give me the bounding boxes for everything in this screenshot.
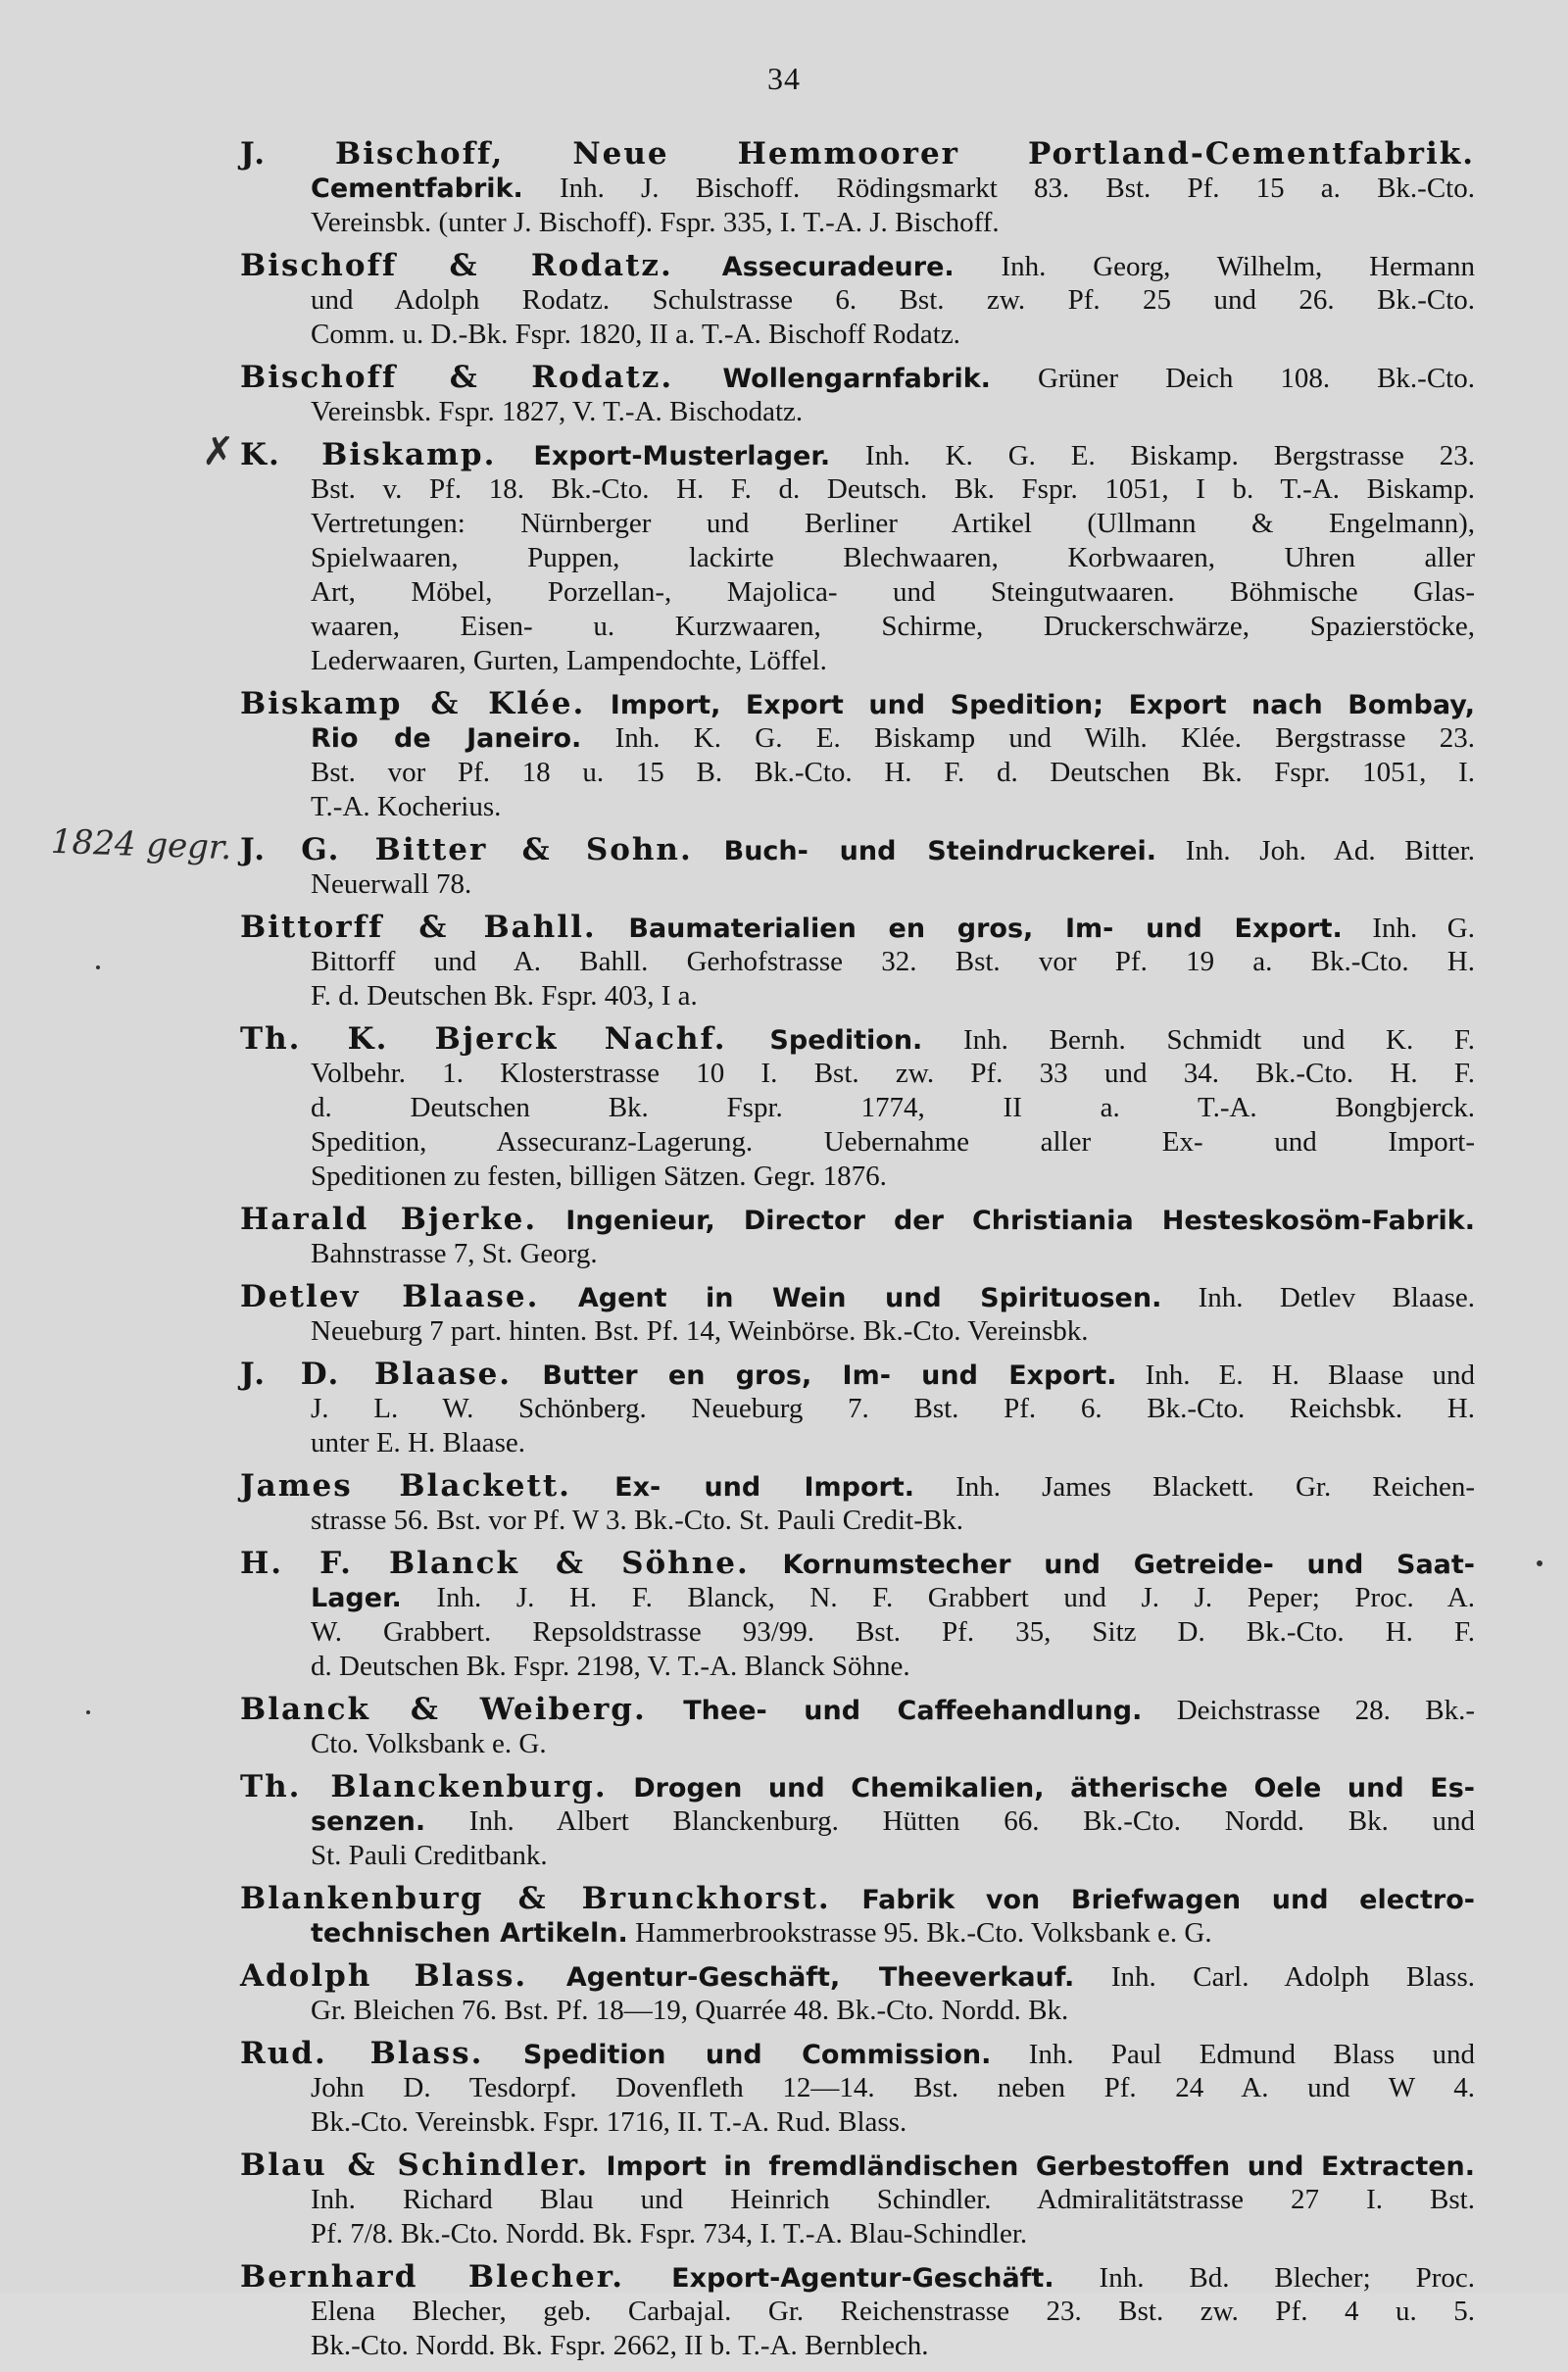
directory-entry bbox=[240, 248, 1475, 352]
business-type: Cementfabrik. bbox=[311, 173, 523, 204]
entry-heading-line bbox=[240, 1358, 1475, 1392]
business-type: Import, Export und Spedition; Export nach Bombay, bbox=[585, 690, 1475, 720]
entry-text: Inh. James Blackett. Gr. Reichen- bbox=[914, 1471, 1475, 1503]
firm-name: Blanck & Weiberg. bbox=[240, 1692, 647, 1727]
firm-name: Bischoff & Rodatz. bbox=[240, 360, 674, 395]
business-type: Thee- und Caffeehandlung. bbox=[646, 1696, 1143, 1726]
entry-text: Inh. Georg, Wilhelm, Hermann bbox=[954, 251, 1475, 282]
entry-text: Inh. K. G. E. Biskamp. Bergstrasse 23. bbox=[830, 440, 1475, 471]
firm-name: J. D. Blaase. bbox=[240, 1357, 513, 1392]
firm-name: Bischoff & Rodatz. bbox=[240, 248, 673, 283]
business-type: Buch- und Steindruckerei. bbox=[692, 836, 1156, 866]
entry-detail-line bbox=[250, 206, 1475, 240]
directory-entry bbox=[240, 1769, 1475, 1873]
entry-text: Inh. Carl. Adolph Blass. bbox=[1074, 1961, 1475, 1993]
entry-detail-line bbox=[250, 575, 1475, 610]
entry-text: Vereinsbk. (unter J. Bischoff). Fspr. 335, I. T.-A. J. Bischoff. bbox=[311, 207, 1000, 238]
entry-detail-line bbox=[250, 2217, 1475, 2251]
entry-heading-line bbox=[240, 2260, 1475, 2295]
entry-text: Neueburg 7 part. hinten. Bst. Pf. 14, Weinbörse. Bk.-Cto. Vereinsbk. bbox=[311, 1315, 1089, 1347]
directory-entry bbox=[240, 686, 1476, 824]
business-type: Rio de Janeiro. bbox=[311, 723, 582, 754]
entry-detail-line bbox=[250, 945, 1475, 979]
business-type: Wollengarnfabrik. bbox=[673, 364, 991, 394]
entry-text: Lederwaaren, Gurten, Lampendochte, Löffel. bbox=[311, 645, 827, 676]
handwritten-margin-note: 1824 gegr. bbox=[50, 821, 232, 868]
entry-detail-line bbox=[250, 790, 1475, 824]
entry-detail-line bbox=[250, 1237, 1475, 1271]
entry-detail-line bbox=[250, 610, 1475, 644]
entry-detail-line bbox=[250, 2329, 1475, 2363]
entry-text: Inh. Bd. Blecher; Proc. bbox=[1054, 2262, 1475, 2294]
entry-detail-line bbox=[250, 1426, 1475, 1460]
entry-text: Inh. J. H. F. Blanck, N. F. Grabbert und J. J. Peper; Proc. A. bbox=[401, 1582, 1475, 1613]
paper-speck bbox=[1537, 1560, 1543, 1566]
business-type: Agentur-Geschäft, Theeverkauf. bbox=[527, 1962, 1075, 1993]
entry-detail-line bbox=[250, 1804, 1475, 1839]
entry-text: Inh. Detlev Blaase. bbox=[1161, 1282, 1475, 1313]
entry-heading-line bbox=[240, 1280, 1475, 1314]
entry-detail-line bbox=[250, 2295, 1475, 2329]
entry-text: d. Deutschen Bk. Fspr. 2198, V. T.-A. Blanck Söhne. bbox=[311, 1651, 910, 1682]
entry-text: Spielwaaren, Puppen, lackirte Blechwaaren, Korbwaaren, Uhren aller bbox=[311, 542, 1475, 573]
entry-detail-line bbox=[250, 756, 1475, 790]
business-type: Butter en gros, Im- und Export. bbox=[512, 1360, 1117, 1391]
firm-name: Biskamp & Klée. bbox=[240, 686, 586, 721]
entry-detail-line bbox=[250, 1314, 1475, 1349]
entry-detail-line bbox=[250, 172, 1475, 206]
entry-detail-line bbox=[250, 1091, 1475, 1125]
entry-detail-line bbox=[250, 1392, 1475, 1426]
directory-entries bbox=[240, 136, 1476, 2372]
entry-heading-line bbox=[240, 1770, 1475, 1804]
entry-heading-line bbox=[240, 1469, 1475, 1504]
entry-detail-line bbox=[250, 1727, 1475, 1761]
entry-text: Elena Blecher, geb. Carbajal. Gr. Reichenstrasse 23. Bst. zw. Pf. 4 u. 5. bbox=[311, 2296, 1475, 2327]
entry-text: Bst. vor Pf. 18 u. 15 B. Bk.-Cto. H. F. d. Deutschen Bk. Fspr. 1051, I. bbox=[311, 757, 1475, 788]
entry-text: Inh. Albert Blanckenburg. Hütten 66. Bk.-Cto. Nordd. Bk. und bbox=[425, 1805, 1475, 1837]
entry-text: T.-A. Kocherius. bbox=[311, 791, 502, 822]
entry-detail-line bbox=[250, 1160, 1475, 1194]
business-type: Spedition. bbox=[726, 1025, 923, 1056]
directory-entry bbox=[240, 2148, 1476, 2251]
entry-text: Bk.-Cto. Nordd. Bk. Fspr. 2662, II b. T.-A. Bernblech. bbox=[311, 2330, 929, 2361]
firm-name: James Blackett. bbox=[240, 1468, 571, 1504]
firm-name: J. Bischoff, Neue Hemmoorer Portland-Cementfabrik. bbox=[240, 136, 1475, 172]
entry-heading-line bbox=[240, 249, 1475, 283]
business-type: Import in fremdländischen Gerbestoffen und Extracten. bbox=[589, 2151, 1476, 2182]
entry-text: waaren, Eisen- u. Kurzwaaren, Schirme, Druckerschwärze, Spazierstöcke, bbox=[311, 611, 1475, 642]
entry-text: Gr. Bleichen 76. Bst. Pf. 18—19, Quarrée 48. Bk.-Cto. Nordd. Bk. bbox=[311, 1995, 1069, 2026]
directory-entry bbox=[240, 1279, 1475, 1349]
entry-heading-line bbox=[240, 911, 1475, 945]
business-type: Assecuradeure. bbox=[672, 252, 955, 282]
page-number: 34 bbox=[767, 61, 801, 96]
entry-detail-line bbox=[250, 541, 1475, 575]
directory-entry bbox=[240, 832, 1476, 902]
directory-entry bbox=[240, 1357, 1475, 1460]
business-type: senzen. bbox=[311, 1806, 426, 1837]
firm-name: Harald Bjerke. bbox=[240, 1202, 538, 1237]
entry-detail-line bbox=[250, 1125, 1475, 1160]
firm-name: Blau & Schindler. bbox=[240, 2148, 590, 2183]
entry-heading-line bbox=[240, 1022, 1475, 1057]
entry-text: d. Deutschen Bk. Fspr. 1774, II a. T.-A. Bongbjerck. bbox=[311, 1092, 1475, 1123]
entry-detail-line bbox=[250, 644, 1475, 678]
entry-detail-line bbox=[250, 395, 1475, 429]
entry-detail-line bbox=[250, 1839, 1475, 1873]
entry-text: Volbehr. 1. Klosterstrasse 10 I. Bst. zw. Pf. 33 und 34. Bk.-Cto. H. F. bbox=[311, 1058, 1475, 1089]
entry-text: Inh. J. Bischoff. Rödingsmarkt 83. Bst. Pf. 15 a. Bk.-Cto. bbox=[522, 173, 1475, 204]
entry-text: Bst. v. Pf. 18. Bk.-Cto. H. F. d. Deutsch. Bk. Fspr. 1051, I b. T.-A. Biskamp. bbox=[311, 473, 1475, 505]
entry-text: Grüner Deich 108. Bk.-Cto. bbox=[990, 363, 1475, 394]
entry-text: Bahnstrasse 7, St. Georg. bbox=[311, 1238, 598, 1269]
business-type: Ex- und Import. bbox=[570, 1472, 914, 1503]
firm-name: K. Biskamp. bbox=[240, 437, 497, 472]
firm-name: Bernhard Blecher. bbox=[240, 2259, 625, 2295]
business-type: Kornumstecher und Getreide- und Saat- bbox=[749, 1550, 1475, 1580]
entry-text: Inh. G. bbox=[1342, 913, 1475, 944]
entry-text: und Adolph Rodatz. Schulstrasse 6. Bst. zw. Pf. 25 und 26. Bk.-Cto. bbox=[311, 284, 1475, 316]
firm-name: Th. Blanckenburg. bbox=[240, 1769, 608, 1804]
business-type: Spedition und Commission. bbox=[483, 2040, 992, 2070]
directory-entry bbox=[240, 1881, 1476, 1951]
directory-entry bbox=[240, 437, 1475, 678]
business-type: Export-Musterlager. bbox=[496, 441, 831, 471]
entry-detail-line bbox=[250, 721, 1475, 756]
entry-detail-line bbox=[250, 2105, 1475, 2140]
entry-text: Neuerwall 78. bbox=[311, 868, 472, 900]
entry-detail-line bbox=[250, 472, 1475, 507]
entry-detail-line bbox=[250, 2071, 1475, 2105]
entry-heading-line bbox=[240, 438, 1475, 472]
entry-text: Deichstrasse 28. Bk.- bbox=[1142, 1695, 1475, 1726]
entry-detail-line bbox=[250, 1504, 1475, 1538]
firm-name: Detlev Blaase. bbox=[240, 1279, 540, 1314]
margin-cross-mark: ✗ bbox=[202, 429, 235, 474]
entry-text: Comm. u. D.-Bk. Fspr. 1820, II a. T.-A. Bischoff Rodatz. bbox=[311, 319, 960, 350]
entry-heading-line bbox=[240, 2037, 1475, 2071]
entry-heading-line bbox=[240, 1203, 1475, 1237]
paper-speck bbox=[86, 1710, 90, 1714]
entry-text: Inh. K. G. E. Biskamp und Wilh. Klée. Bergstrasse 23. bbox=[581, 722, 1476, 754]
directory-entry bbox=[240, 1546, 1475, 1684]
entry-text: Inh. Joh. Ad. Bitter. bbox=[1156, 835, 1476, 866]
entry-text: Art, Möbel, Porzellan-, Majolica- und Steingutwaaren. Böhmische Glas- bbox=[311, 576, 1475, 608]
directory-entry bbox=[240, 1692, 1475, 1761]
entry-text: Pf. 7/8. Bk.-Cto. Nordd. Bk. Fspr. 734, I. T.-A. Blau-Schindler. bbox=[311, 2218, 1028, 2249]
entry-detail-line bbox=[250, 2183, 1475, 2217]
entry-detail-line bbox=[250, 507, 1475, 541]
directory-entry bbox=[240, 1958, 1475, 2028]
entry-detail-line bbox=[250, 1057, 1475, 1091]
entry-text: Spedition, Assecuranz-Lagerung. Uebernahme aller Ex- und Import- bbox=[311, 1126, 1475, 1158]
entry-detail-line bbox=[250, 979, 1475, 1013]
directory-entry bbox=[240, 360, 1475, 429]
entry-text: J. L. W. Schönberg. Neueburg 7. Bst. Pf. 6. Bk.-Cto. Reichsbk. H. bbox=[311, 1393, 1475, 1424]
entry-text: Vertretungen: Nürnberger und Berliner Artikel (Ullmann & Engelmann), bbox=[311, 508, 1475, 539]
entry-text: Inh. Richard Blau und Heinrich Schindler. Admiralitätstrasse 27 I. Bst. bbox=[311, 2184, 1475, 2215]
entry-text: F. d. Deutschen Bk. Fspr. 403, I a. bbox=[311, 980, 698, 1012]
entry-text: John D. Tesdorpf. Dovenfleth 12—14. Bst. neben Pf. 24 A. und W 4. bbox=[311, 2072, 1475, 2103]
directory-entry bbox=[240, 2259, 1475, 2363]
directory-entry bbox=[240, 2036, 1475, 2140]
entry-detail-line bbox=[250, 1994, 1475, 2028]
entry-heading-line bbox=[240, 1882, 1475, 1916]
directory-entry bbox=[240, 1468, 1475, 1538]
firm-name: H. F. Blanck & Söhne. bbox=[240, 1546, 750, 1581]
business-type: Fabrik von Briefwagen und electro- bbox=[830, 1885, 1476, 1915]
entry-text: Inh. Bernh. Schmidt und K. F. bbox=[922, 1024, 1475, 1056]
entry-heading-line bbox=[240, 2149, 1475, 2183]
firm-name: Th. K. Bjerck Nachf. bbox=[240, 1021, 727, 1057]
directory-entry bbox=[240, 136, 1475, 240]
entry-text: Bittorff und A. Bahll. Gerhofstrasse 32. Bst. vor Pf. 19 a. Bk.-Cto. H. bbox=[311, 946, 1475, 977]
entry-detail-line bbox=[250, 1615, 1475, 1650]
firm-name: Adolph Blass. bbox=[240, 1958, 528, 1994]
entry-detail-line bbox=[250, 1650, 1475, 1684]
firm-name: J. G. Bitter & Sohn. bbox=[240, 832, 693, 867]
directory-entry bbox=[240, 1021, 1475, 1194]
business-type: Export-Agentur-Geschäft. bbox=[624, 2263, 1054, 2294]
business-type: Agent in Wein und Spirituosen. bbox=[539, 1283, 1162, 1313]
entry-text: strasse 56. Bst. vor Pf. W 3. Bk.-Cto. St. Pauli Credit-Bk. bbox=[311, 1505, 963, 1536]
entry-text: Hammerbrookstrasse 95. Bk.-Cto. Volksbank e. G. bbox=[627, 1917, 1212, 1949]
business-type: Lager. bbox=[311, 1583, 402, 1613]
business-type: Baumaterialien en gros, Im- und Export. bbox=[596, 914, 1343, 944]
entry-text: Bk.-Cto. Vereinsbk. Fspr. 1716, II. T.-A. Rud. Blass. bbox=[311, 2106, 907, 2138]
entry-text: unter E. H. Blaase. bbox=[311, 1427, 526, 1458]
entry-heading-line bbox=[240, 1959, 1475, 1994]
entry-heading-line bbox=[240, 833, 1475, 867]
firm-name: Blankenburg & Brunckhorst. bbox=[240, 1881, 831, 1916]
entry-heading-line bbox=[240, 361, 1475, 395]
entry-text: Vereinsbk. Fspr. 1827, V. T.-A. Bischodatz. bbox=[311, 396, 804, 427]
entry-detail-line bbox=[250, 283, 1475, 318]
entry-heading-line bbox=[240, 1547, 1475, 1581]
entry-detail-line bbox=[250, 1581, 1475, 1615]
entry-detail-line bbox=[250, 318, 1475, 352]
entry-text: St. Pauli Creditbank. bbox=[311, 1840, 548, 1871]
firm-name: Rud. Blass. bbox=[240, 2036, 484, 2071]
business-type: Ingenieur, Director der Christiania Hesteskosöm-Fabrik. bbox=[537, 1206, 1475, 1236]
directory-entry bbox=[240, 910, 1475, 1013]
entry-text: Inh. Paul Edmund Blass und bbox=[991, 2039, 1475, 2070]
directory-entry bbox=[240, 1202, 1475, 1271]
entry-heading-line bbox=[240, 687, 1475, 721]
business-type: Drogen und Chemikalien, ätherische Oele und Es- bbox=[607, 1773, 1475, 1804]
entry-text: Cto. Volksbank e. G. bbox=[311, 1728, 547, 1759]
entry-text: W. Grabbert. Repsoldstrasse 93/99. Bst. Pf. 35, Sitz D. Bk.-Cto. H. F. bbox=[311, 1616, 1475, 1648]
entry-detail-line bbox=[250, 1916, 1475, 1951]
entry-detail-line bbox=[250, 867, 1475, 902]
entry-heading-line bbox=[240, 1693, 1475, 1727]
business-type: technischen Artikeln. bbox=[311, 1918, 628, 1949]
firm-name: Bittorff & Bahll. bbox=[240, 910, 597, 945]
paper-speck bbox=[96, 965, 100, 969]
entry-text: Inh. E. H. Blaase und bbox=[1116, 1359, 1475, 1391]
entry-text: Speditionen zu festen, billigen Sätzen. Gegr. 1876. bbox=[311, 1161, 887, 1192]
entry-heading-line bbox=[240, 137, 1475, 172]
